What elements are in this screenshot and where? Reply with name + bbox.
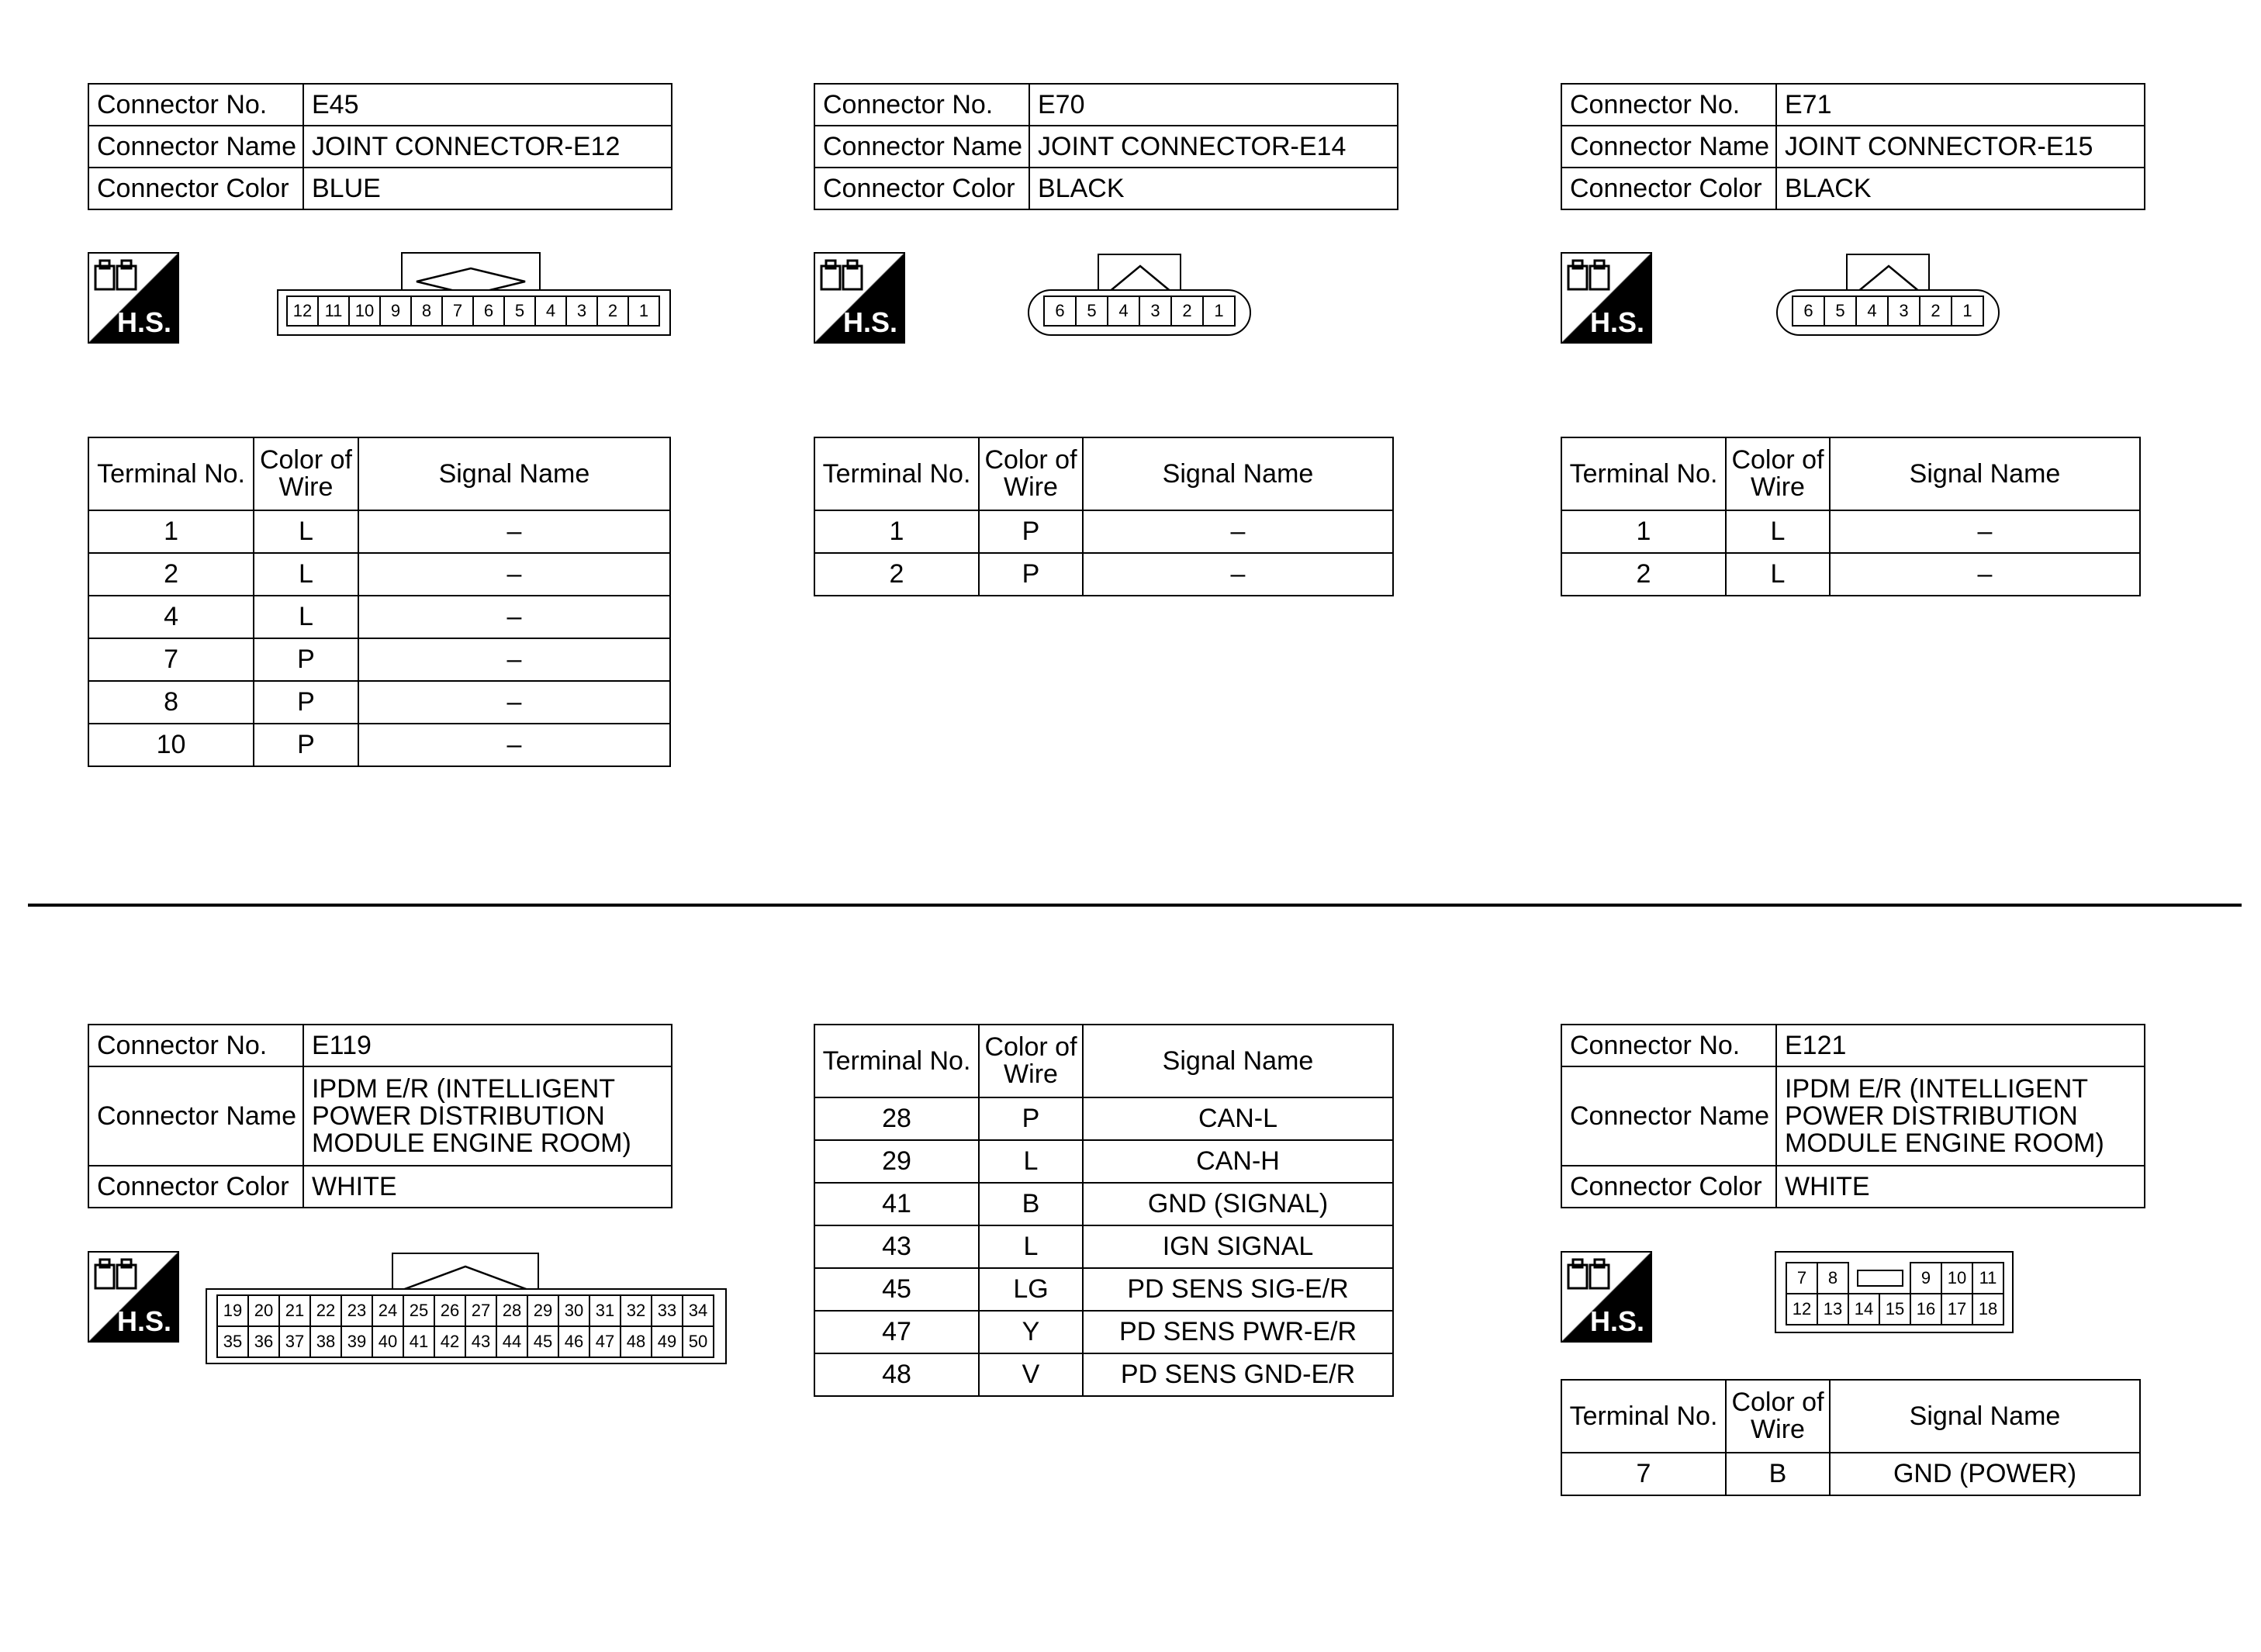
table-row (1561, 1453, 2140, 1495)
terminal-pin: 33 (651, 1294, 683, 1327)
terminal-no-cell: 10 (88, 724, 254, 766)
wire-color-cell: B (1726, 1453, 1830, 1495)
terminal-pin: 27 (465, 1294, 497, 1327)
terminal-pin: 2 (1919, 295, 1952, 327)
terminal-no-cell: 1 (88, 510, 254, 553)
terminal-pin: 45 (527, 1325, 559, 1358)
terminal-pin: 4 (1855, 295, 1889, 327)
terminal-pin: 23 (341, 1294, 373, 1327)
e71-terminal-table (1561, 437, 2141, 596)
terminal-no-cell: 41 (814, 1183, 979, 1225)
terminal-pin: 35 (216, 1325, 249, 1358)
terminal-no-header: Terminal No. (1561, 437, 1726, 510)
connector-name-value: IPDM E/R (INTELLIGENT POWER DISTRIBUTION MODULE ENGINE ROOM) (303, 1066, 672, 1166)
connector-color-label: Connector Color (814, 168, 1029, 209)
wire-color-cell: L (979, 1140, 1083, 1183)
terminal-pin: 47 (589, 1325, 621, 1358)
signal-name-cell: GND (SIGNAL) (1083, 1183, 1393, 1225)
connector-icon (1567, 258, 1612, 295)
terminal-pin: 11 (1972, 1262, 2004, 1294)
terminal-pin: 10 (1941, 1262, 1973, 1294)
e70-terminal-table (814, 437, 1394, 596)
terminal-pin: 25 (403, 1294, 435, 1327)
harness-side-badge (814, 252, 905, 344)
terminal-pin: 40 (372, 1325, 404, 1358)
terminal-pin: 21 (278, 1294, 311, 1327)
connector-color-value: BLACK (1776, 168, 2145, 209)
connector-no-label: Connector No. (88, 84, 303, 126)
connector-no-value: E121 (1776, 1025, 2145, 1066)
terminal-pin: 5 (1824, 295, 1857, 327)
connector-no-label: Connector No. (1561, 1025, 1776, 1066)
connector-name-label: Connector Name (88, 1066, 303, 1166)
terminal-pin: 6 (1043, 295, 1077, 327)
wire-color-cell: B (979, 1183, 1083, 1225)
e70-connector-face (1028, 252, 1251, 337)
terminal-no-cell: 8 (88, 681, 254, 724)
terminal-no-header: Terminal No. (88, 437, 254, 510)
terminal-no-cell: 2 (1561, 553, 1726, 596)
terminal-pin: 1 (1951, 295, 1984, 327)
terminal-no-cell: 7 (88, 638, 254, 681)
harness-side-badge (1561, 1251, 1652, 1343)
connector-name-label: Connector Name (814, 126, 1029, 168)
connector-color-label: Connector Color (1561, 168, 1776, 209)
terminal-pin: 5 (1075, 295, 1108, 327)
terminal-pin: 14 (1848, 1293, 1880, 1325)
terminal-pin: 24 (372, 1294, 404, 1327)
connector-no-label: Connector No. (814, 84, 1029, 126)
terminal-pin: 20 (247, 1294, 280, 1327)
connector-name-label: Connector Name (1561, 1066, 1776, 1166)
terminal-no-cell: 1 (1561, 510, 1726, 553)
e45-info-table (88, 83, 672, 210)
terminal-no-cell: 1 (814, 510, 979, 553)
connector-color-label: Connector Color (1561, 1166, 1776, 1208)
terminal-pin: 3 (1139, 295, 1172, 327)
section-divider (28, 904, 2242, 907)
connector-color-label: Connector Color (88, 1166, 303, 1208)
terminal-pin: 49 (651, 1325, 683, 1358)
wire-color-cell: L (254, 510, 358, 553)
signal-name-cell: PD SENS SIG-E/R (1083, 1268, 1393, 1311)
connector-no-value: E71 (1776, 84, 2145, 126)
e119-connector-face (206, 1251, 727, 1367)
terminal-pin: 46 (558, 1325, 590, 1358)
wire-color-cell: V (979, 1353, 1083, 1396)
terminal-pin: 11 (317, 295, 350, 327)
wire-color-header: Color of Wire (254, 437, 358, 510)
connector-icon (94, 1257, 139, 1294)
terminal-pin: 19 (216, 1294, 249, 1327)
signal-name-cell: GND (POWER) (1830, 1453, 2140, 1495)
terminal-pin: 16 (1910, 1293, 1942, 1325)
terminal-pin: 31 (589, 1294, 621, 1327)
connector-color-value: WHITE (1776, 1166, 2145, 1208)
harness-side-badge (88, 1251, 179, 1343)
wire-color-cell: L (254, 596, 358, 638)
signal-name-header: Signal Name (1083, 1025, 1393, 1097)
connector-icon (1567, 1257, 1612, 1294)
terminal-no-cell: 28 (814, 1097, 979, 1140)
terminal-pin: 1 (627, 295, 660, 327)
e119-info-table (88, 1024, 672, 1208)
signal-name-header: Signal Name (1830, 437, 2140, 510)
signal-name-cell: CAN-L (1083, 1097, 1393, 1140)
terminal-pin: 8 (1817, 1262, 1849, 1294)
terminal-pin: 2 (1170, 295, 1204, 327)
table-row (88, 553, 670, 596)
terminal-pin: 12 (286, 295, 319, 327)
connector-name-value: JOINT CONNECTOR-E14 (1029, 126, 1398, 168)
table-row (88, 596, 670, 638)
connector-color-value: BLUE (303, 168, 672, 209)
terminal-no-cell: 4 (88, 596, 254, 638)
connector-name-label: Connector Name (88, 126, 303, 168)
table-row (88, 510, 670, 553)
wire-color-cell: P (979, 510, 1083, 553)
terminal-pin: 7 (441, 295, 474, 327)
terminal-pin: 15 (1879, 1293, 1911, 1325)
terminal-no-cell: 43 (814, 1225, 979, 1268)
terminal-pin: 1 (1202, 295, 1236, 327)
terminal-no-cell: 2 (88, 553, 254, 596)
connector-icon (820, 258, 865, 295)
table-row (814, 510, 1393, 553)
wire-color-cell: L (254, 553, 358, 596)
terminal-pin: 37 (278, 1325, 311, 1358)
key-slot (1857, 1270, 1903, 1287)
connector-no-value: E45 (303, 84, 672, 126)
wire-color-header: Color of Wire (1726, 437, 1830, 510)
wire-color-cell: L (979, 1225, 1083, 1268)
terminal-pin: 5 (503, 295, 536, 327)
table-row (1561, 553, 2140, 596)
terminal-pin: 34 (682, 1294, 714, 1327)
connector-no-label: Connector No. (88, 1025, 303, 1066)
table-row (814, 1268, 1393, 1311)
hs-label: H.S. (842, 306, 897, 338)
e71-connector-face (1776, 252, 2000, 337)
wire-color-cell: L (1726, 553, 1830, 596)
wire-color-header: Color of Wire (1726, 1380, 1830, 1453)
hs-label: H.S. (116, 1305, 171, 1337)
terminal-pin: 42 (434, 1325, 466, 1358)
table-row (1561, 510, 2140, 553)
table-row (814, 1183, 1393, 1225)
signal-name-cell: – (1830, 510, 2140, 553)
terminal-pin: 6 (1792, 295, 1825, 327)
signal-name-cell: – (1083, 510, 1393, 553)
terminal-pin: 13 (1817, 1293, 1849, 1325)
table-row (814, 1225, 1393, 1268)
e121-connector-face (1775, 1251, 2014, 1333)
hs-label: H.S. (1589, 1305, 1644, 1337)
harness-side-badge (1561, 252, 1652, 344)
signal-name-cell: – (358, 510, 670, 553)
terminal-pin: 4 (1107, 295, 1140, 327)
signal-name-cell: – (1083, 553, 1393, 596)
harness-side-badge (88, 252, 179, 344)
terminal-pin: 7 (1786, 1262, 1818, 1294)
connector-no-value: E119 (303, 1025, 672, 1066)
wire-color-cell: P (254, 638, 358, 681)
connector-name-value: JOINT CONNECTOR-E12 (303, 126, 672, 168)
terminal-no-header: Terminal No. (1561, 1380, 1726, 1453)
terminal-pin: 39 (341, 1325, 373, 1358)
connector-no-label: Connector No. (1561, 84, 1776, 126)
table-row (814, 553, 1393, 596)
hs-label: H.S. (1589, 306, 1644, 338)
e119-terminal-table (814, 1024, 1394, 1397)
e70-info-table (814, 83, 1398, 210)
table-row (88, 681, 670, 724)
terminal-pin: 29 (527, 1294, 559, 1327)
signal-name-cell: – (1830, 553, 2140, 596)
terminal-pin: 41 (403, 1325, 435, 1358)
wire-color-cell: Y (979, 1311, 1083, 1353)
terminal-pin: 22 (309, 1294, 342, 1327)
terminal-pin: 10 (348, 295, 381, 327)
e71-info-table (1561, 83, 2145, 210)
e121-info-table (1561, 1024, 2145, 1208)
terminal-pin: 48 (620, 1325, 652, 1358)
connector-no-value: E70 (1029, 84, 1398, 126)
terminal-pin: 36 (247, 1325, 280, 1358)
signal-name-cell: – (358, 596, 670, 638)
signal-name-header: Signal Name (1083, 437, 1393, 510)
terminal-pin: 6 (472, 295, 505, 327)
wire-color-cell: P (254, 681, 358, 724)
table-row (814, 1097, 1393, 1140)
pin-grid (1786, 1262, 2006, 1327)
table-row (814, 1311, 1393, 1353)
terminal-pin: 3 (565, 295, 598, 327)
table-row (814, 1353, 1393, 1396)
signal-name-cell: – (358, 681, 670, 724)
terminal-pin: 26 (434, 1294, 466, 1327)
signal-name-cell: – (358, 724, 670, 766)
terminal-pin: 30 (558, 1294, 590, 1327)
e45-connector-face (277, 252, 671, 337)
connector-color-label: Connector Color (88, 168, 303, 209)
signal-name-cell: PD SENS GND-E/R (1083, 1353, 1393, 1396)
connector-name-value: JOINT CONNECTOR-E15 (1776, 126, 2145, 168)
connector-name-value: IPDM E/R (INTELLIGENT POWER DISTRIBUTION MODULE ENGINE ROOM) (1776, 1066, 2145, 1166)
terminal-pin: 9 (1910, 1262, 1942, 1294)
wire-color-cell: P (979, 1097, 1083, 1140)
table-row (814, 1140, 1393, 1183)
terminal-pin: 12 (1786, 1293, 1818, 1325)
connector-icon (94, 258, 139, 295)
terminal-pin: 2 (596, 295, 629, 327)
terminal-pin: 43 (465, 1325, 497, 1358)
terminal-no-cell: 47 (814, 1311, 979, 1353)
terminal-no-header: Terminal No. (814, 437, 979, 510)
signal-name-header: Signal Name (1830, 1380, 2140, 1453)
terminal-pin: 38 (309, 1325, 342, 1358)
connector-color-value: BLACK (1029, 168, 1398, 209)
terminal-pin: 4 (534, 295, 567, 327)
terminal-pin: 8 (410, 295, 443, 327)
wire-color-cell: L (1726, 510, 1830, 553)
table-row (88, 724, 670, 766)
terminal-no-cell: 2 (814, 553, 979, 596)
wire-color-header: Color of Wire (979, 437, 1083, 510)
terminal-no-cell: 45 (814, 1268, 979, 1311)
signal-name-cell: IGN SIGNAL (1083, 1225, 1393, 1268)
terminal-no-cell: 29 (814, 1140, 979, 1183)
terminal-no-cell: 7 (1561, 1453, 1726, 1495)
terminal-pin: 3 (1887, 295, 1920, 327)
e45-terminal-table (88, 437, 671, 767)
connector-name-label: Connector Name (1561, 126, 1776, 168)
terminal-pin: 18 (1972, 1293, 2004, 1325)
e121-terminal-table (1561, 1379, 2141, 1496)
terminal-pin: 50 (682, 1325, 714, 1358)
terminal-pin: 44 (496, 1325, 528, 1358)
wire-color-cell: P (254, 724, 358, 766)
signal-name-cell: PD SENS PWR-E/R (1083, 1311, 1393, 1353)
wire-color-header: Color of Wire (979, 1025, 1083, 1097)
terminal-no-cell: 48 (814, 1353, 979, 1396)
hs-label: H.S. (116, 306, 171, 338)
signal-name-cell: – (358, 638, 670, 681)
terminal-no-header: Terminal No. (814, 1025, 979, 1097)
terminal-pin: 9 (379, 295, 412, 327)
terminal-pin: 17 (1941, 1293, 1973, 1325)
terminal-pin: 32 (620, 1294, 652, 1327)
connector-color-value: WHITE (303, 1166, 672, 1208)
table-row (88, 638, 670, 681)
signal-name-cell: – (358, 553, 670, 596)
terminal-pin: 28 (496, 1294, 528, 1327)
signal-name-header: Signal Name (358, 437, 670, 510)
wire-color-cell: P (979, 553, 1083, 596)
wire-color-cell: LG (979, 1268, 1083, 1311)
signal-name-cell: CAN-H (1083, 1140, 1393, 1183)
